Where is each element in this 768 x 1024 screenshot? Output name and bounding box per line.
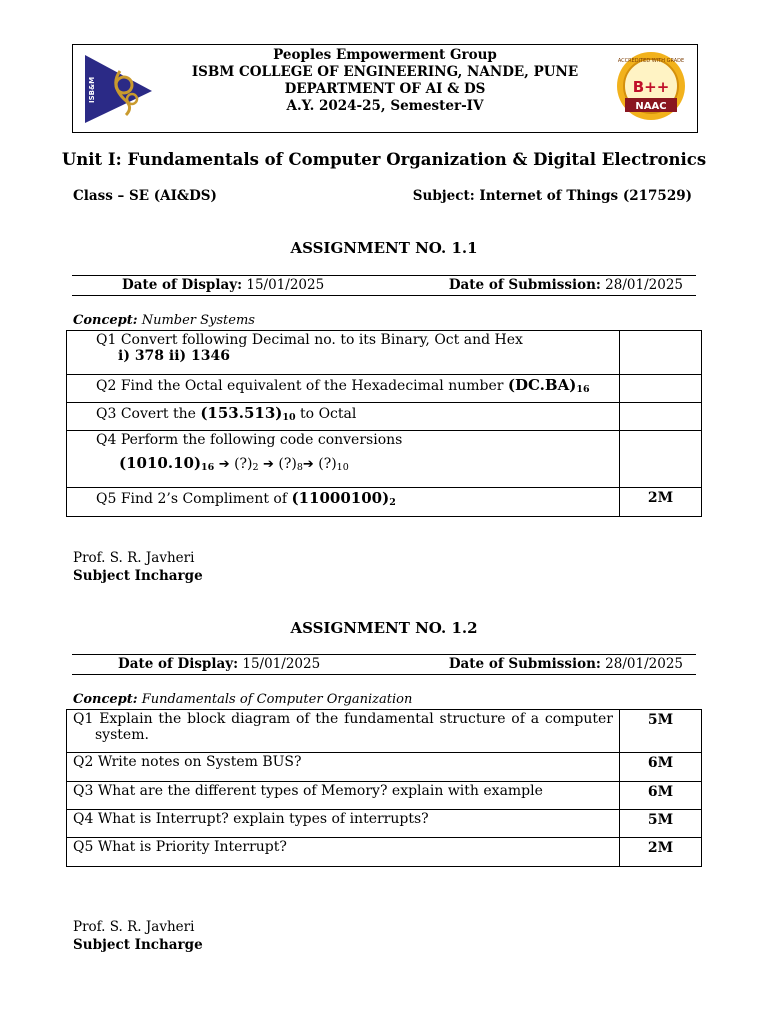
academic-year: A.Y. 2024-25, Semester-IV	[286, 98, 484, 114]
subject-incharge: Subject Incharge	[73, 937, 203, 953]
marks-1	[620, 331, 702, 375]
arrow-right-icon: ➔	[263, 457, 274, 472]
marks-3: 6M	[620, 782, 702, 810]
assignment-2-signature	[73, 918, 203, 954]
subject-label: Subject: Internet of Things (217529)	[412, 188, 692, 204]
badge-arc-text: ACCREDITED WITH GRADE	[617, 58, 685, 64]
org-name: Peoples Empowerment Group	[273, 47, 497, 63]
table-row	[67, 753, 702, 782]
display-date: Date of Display: 15/01/2025	[122, 277, 325, 293]
table-row	[67, 331, 702, 375]
naac-badge-icon	[613, 50, 689, 126]
table-row	[67, 810, 702, 838]
question-5: Q5 What is Priority Interrupt?	[67, 838, 620, 867]
arrow-right-icon: ➔	[302, 457, 314, 472]
table-row	[67, 782, 702, 810]
submission-date: Date of Submission: 28/01/2025	[448, 277, 683, 293]
logo-lettering: ISB&M	[88, 76, 96, 103]
college-name: ISBM COLLEGE OF ENGINEERING, NANDE, PUNE	[191, 64, 579, 80]
marks-4: 5M	[620, 810, 702, 838]
marks-2: 6M	[620, 753, 702, 782]
table-row	[67, 431, 702, 488]
question-5: Q5 Find 2’s Compliment of $(11000100)_2$	[67, 488, 620, 517]
display-date: Date of Display: 15/01/2025	[118, 656, 321, 672]
prof-name: Prof. S. R. Javheri	[73, 919, 195, 935]
question-1: Q1 Convert following Decimal no. to its Binary, Oct and Hex i) 378 ii) 1346	[67, 331, 620, 375]
table-row	[67, 710, 702, 753]
badge-grade: B++	[632, 78, 670, 96]
marks-5: 2M	[620, 488, 702, 517]
prof-name: Prof. S. R. Javheri	[73, 550, 195, 566]
question-3: Q3 What are the different types of Memory? explain with example	[67, 782, 620, 810]
table-row	[67, 375, 702, 403]
header-lines	[73, 47, 697, 115]
question-4: Q4 What is Interrupt? explain types of interrupts?	[67, 810, 620, 838]
question-3: Q3 Covert the $(153.513)_{10}$ to Octal	[67, 403, 620, 431]
marks-4	[620, 431, 702, 488]
badge-org: NAAC	[635, 101, 667, 112]
marks-5: 2M	[620, 838, 702, 867]
assignment-1-dates	[72, 275, 696, 296]
table-row	[67, 838, 702, 867]
assignment-2-concept: Concept: Fundamentals of Computer Organization	[73, 692, 413, 707]
assignment-2-questions	[66, 709, 702, 867]
subject-incharge: Subject Incharge	[73, 568, 203, 584]
question-4: Q4 Perform the following code conversions $(1010.10)_{16}$ ➔ $(?)_2$ ➔ $(?)_8➔$ $(?)_{10}$	[67, 431, 620, 488]
marks-3	[620, 403, 702, 431]
assignment-1-concept: Concept: Number Systems	[73, 313, 255, 328]
class-label: Class – SE (AI&DS)	[73, 188, 217, 204]
assignment-2-dates	[72, 654, 696, 675]
arrow-right-icon: ➔	[218, 457, 230, 472]
assignment-1-signature	[73, 549, 203, 585]
marks-1: 5M	[620, 710, 702, 753]
unit-title: Unit I: Fundamentals of Computer Organization & Digital Electronics	[61, 150, 707, 169]
question-2: Q2 Write notes on System BUS?	[67, 753, 620, 782]
table-row	[67, 488, 702, 517]
marks-2	[620, 375, 702, 403]
department-name: DEPARTMENT OF AI & DS	[284, 81, 486, 97]
assignment-1-questions	[66, 330, 702, 517]
conversion-chain: $(1010.10)_{16}$ ➔ $(?)_2$ ➔ $(?)_8➔$ $(?)_{10}$	[119, 454, 349, 473]
question-1: Q1 Explain the block diagram of the fundamental structure of a computer system.	[67, 710, 620, 753]
table-row	[67, 403, 702, 431]
college-header	[72, 44, 698, 133]
question-2: Q2 Find the Octal equivalent of the Hexadecimal number $(DC.BA)_{16}$	[67, 375, 620, 403]
assignment-2-title: ASSIGNMENT NO. 1.2	[290, 619, 478, 637]
submission-date: Date of Submission: 28/01/2025	[448, 656, 683, 672]
assignment-1-title: ASSIGNMENT NO. 1.1	[290, 239, 478, 257]
